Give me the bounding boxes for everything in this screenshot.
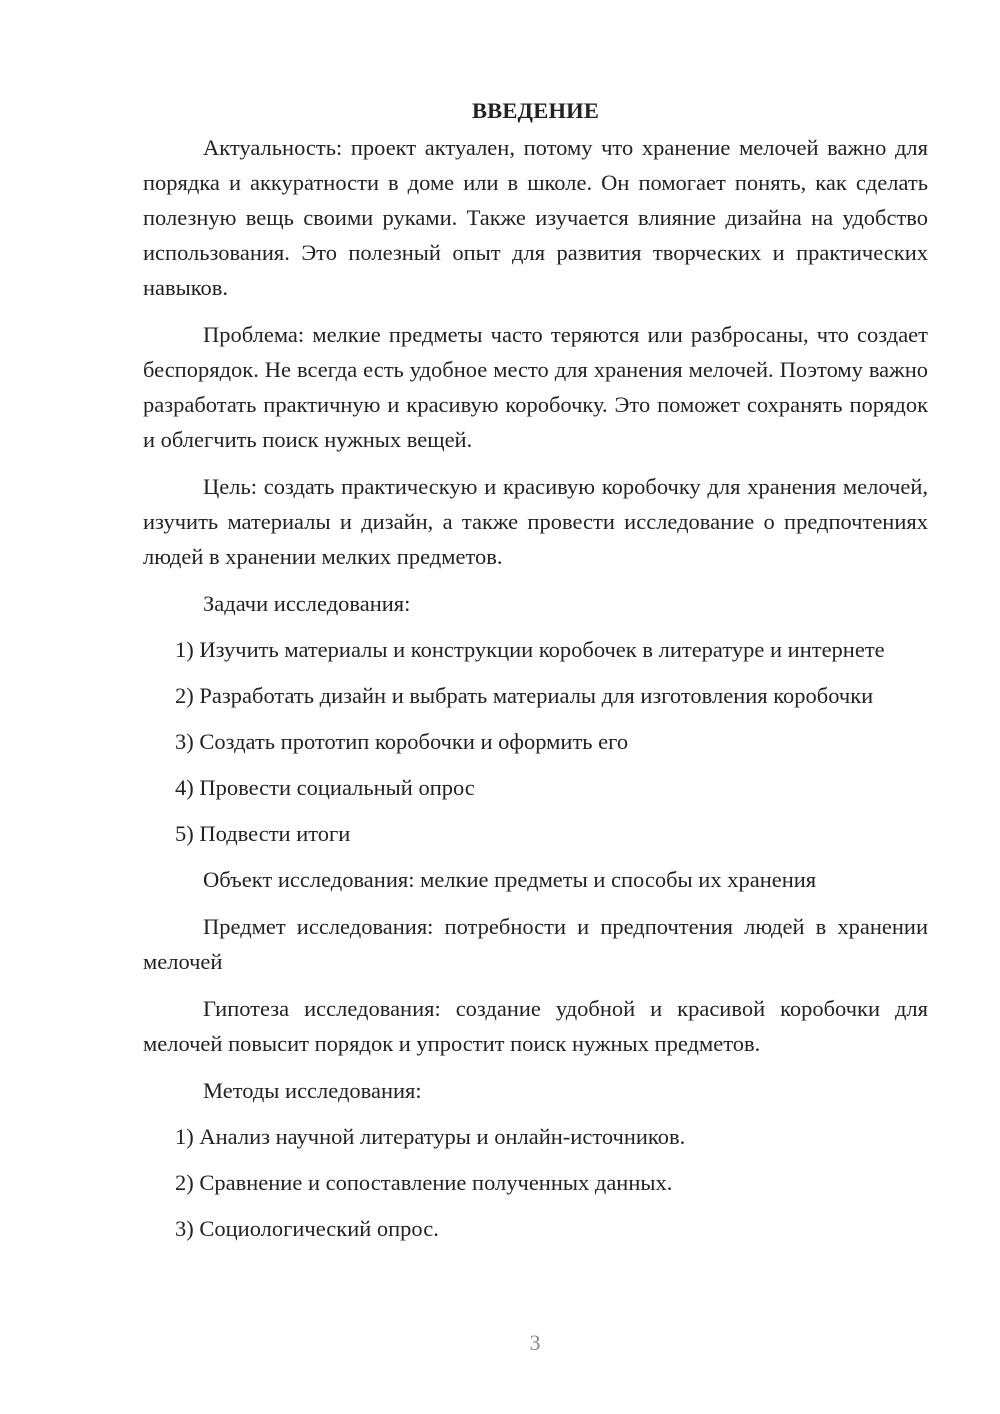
page-number: 3 <box>529 1330 541 1355</box>
object-paragraph: Объект исследования: мелкие предметы и способы их хранения <box>203 867 817 892</box>
task-item-1: 1) Изучить материалы и конструкции коробочек в литературе и интернете <box>175 637 885 662</box>
method-item-2: 2) Сравнение и сопоставление полученных данных. <box>175 1170 673 1195</box>
hypothesis-paragraph: Гипотеза исследования: создание удобной и красивой коробочки для мелочей повысит порядок и упростит поиск нужных предметов. <box>143 996 928 1056</box>
document-page <box>143 92 928 1257</box>
methods-heading: Методы исследования: <box>203 1078 422 1103</box>
tasks-heading: Задачи исследования: <box>203 591 411 616</box>
task-item-2: 2) Разработать дизайн и выбрать материалы для изготовления коробочки <box>175 683 874 708</box>
task-item-4: 4) Провести социальный опрос <box>175 775 475 800</box>
goal-paragraph: Цель: создать практическую и красивую коробочку для хранения мелочей, изучить материалы и дизайн, а также провести исследование о предпочтениях людей в хранении мелких предметов. <box>143 474 928 569</box>
problem-paragraph: Проблема: мелкие предметы часто теряются или разбросаны, что создает беспорядок. Не всегда есть удобное место для хранения мелочей. Поэтому важно разработать практичную и красивую коробочку. Это поможет сохранять порядок и облегчить поиск нужных вещей. <box>143 322 928 452</box>
subject-paragraph: Предмет исследования: потребности и предпочтения людей в хранении мелочей <box>143 914 928 974</box>
section-title: ВВЕДЕНИЕ <box>471 98 600 123</box>
task-item-3: 3) Создать прототип коробочки и оформить его <box>175 729 629 754</box>
task-item-5: 5) Подвести итоги <box>175 821 351 846</box>
method-item-3: 3) Социологический опрос. <box>175 1216 439 1241</box>
method-item-1: 1) Анализ научной литературы и онлайн-источников. <box>175 1124 686 1149</box>
relevance-paragraph: Актуальность: проект актуален, потому что хранение мелочей важно для порядка и аккуратности в доме или в школе. Он помогает понять, как сделать полезную вещь своими руками. Также изучается влияние дизайна на удобство использования. Это полезный опыт для развития творческих и практических навыков. <box>143 135 928 300</box>
